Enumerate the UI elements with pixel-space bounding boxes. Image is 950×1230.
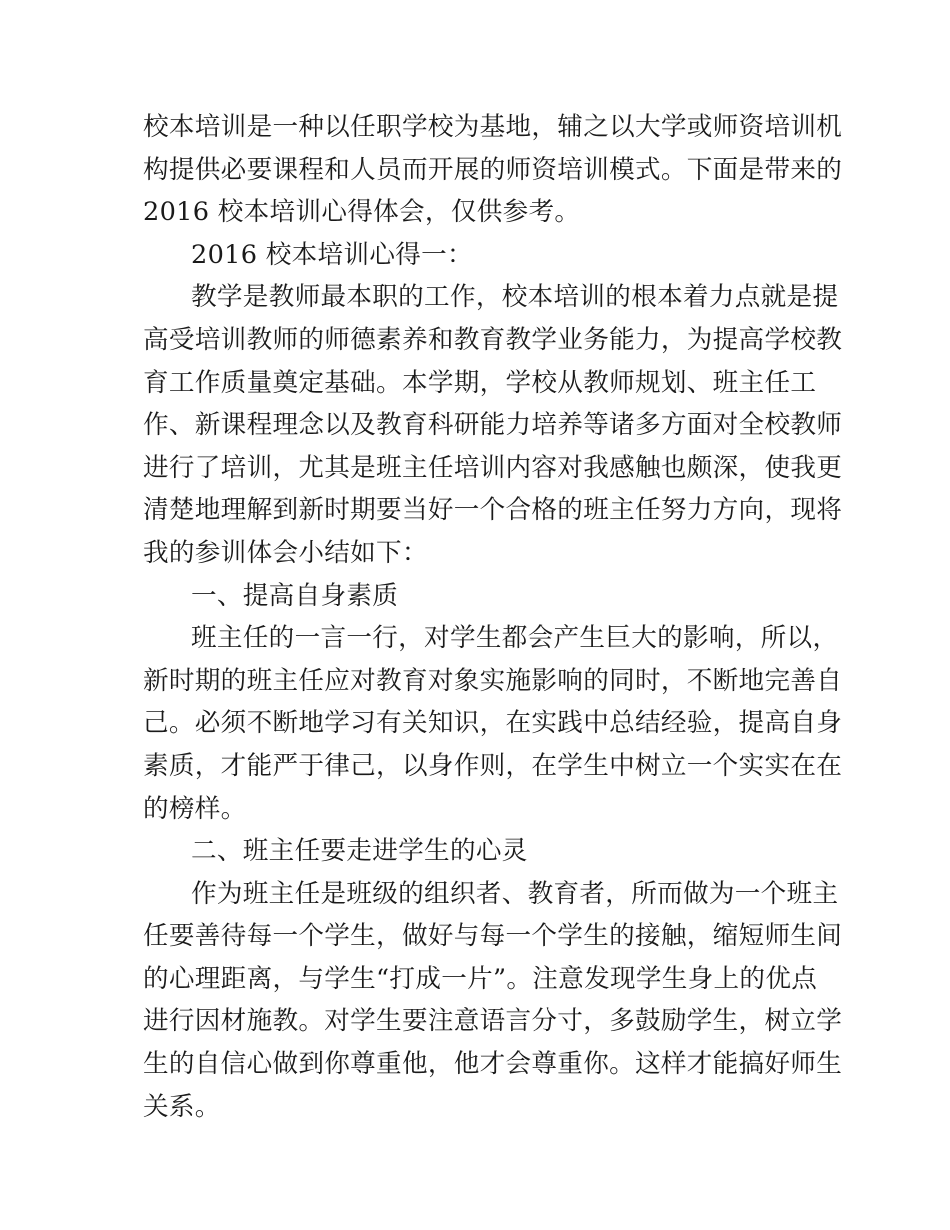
text-line: 生的自信心做到你尊重他，他才会尊重你。这样才能搞好师生 <box>143 1049 843 1080</box>
text-line: 校本培训是一种以任职学校为基地，辅之以大学或师资培训机 <box>143 112 843 142</box>
text-line: 任要善待每一个学生，做好与每一个学生的接触，缩短师生间 <box>143 921 843 952</box>
text-line: 己。必须不断地学习有关知识，在实践中总结经验，提高自身 <box>143 708 843 739</box>
text-line: 新时期的班主任应对教育对象实施影响的同时，不断地完善自 <box>143 665 843 696</box>
document-body <box>143 106 843 1128</box>
section-heading: 一、提高自身素质 <box>191 580 399 611</box>
section-heading: 二、班主任要走进学生的心灵 <box>191 836 528 867</box>
text-line: 进行了培训，尤其是班主任培训内容对我感触也颇深，使我更 <box>143 452 843 483</box>
text-line: 我的参训体会小结如下： <box>143 537 428 568</box>
section-heading: 2016 校本培训心得一： <box>191 239 473 270</box>
text-line: 清楚地理解到新时期要当好一个合格的班主任努力方向，现将 <box>143 495 843 526</box>
text-line: 构提供必要课程和人员而开展的师资培训模式。下面是带来的 <box>143 154 843 185</box>
text-line: 育工作质量奠定基础。本学期，学校从教师规划、班主任工 <box>143 367 817 398</box>
text-line: 高受培训教师的师德素养和教育教学业务能力，为提高学校教 <box>143 324 843 355</box>
text-line: 的榜样。 <box>143 793 247 824</box>
text-line: 的心理距离，与学生“打成一片”。注意发现学生身上的优点 <box>143 963 818 994</box>
text-line: 2016 校本培训心得体会，仅供参考。 <box>143 197 581 228</box>
text-line: 教学是教师最本职的工作，校本培训的根本着力点就是提 <box>191 282 839 313</box>
text-line: 关系。 <box>143 1091 221 1122</box>
text-line: 班主任的一言一行，对学生都会产生巨大的影响，所以， <box>191 623 839 654</box>
text-line: 素质，才能严于律己，以身作则，在学生中树立一个实实在在 <box>143 750 843 781</box>
text-line: 进行因材施教。对学生要注意语言分寸，多鼓励学生，树立学 <box>143 1006 843 1037</box>
text-line: 作为班主任是班级的组织者、教育者，所而做为一个班主 <box>191 878 839 909</box>
text-line: 作、新课程理念以及教育科研能力培养等诸多方面对全校教师 <box>143 410 843 441</box>
